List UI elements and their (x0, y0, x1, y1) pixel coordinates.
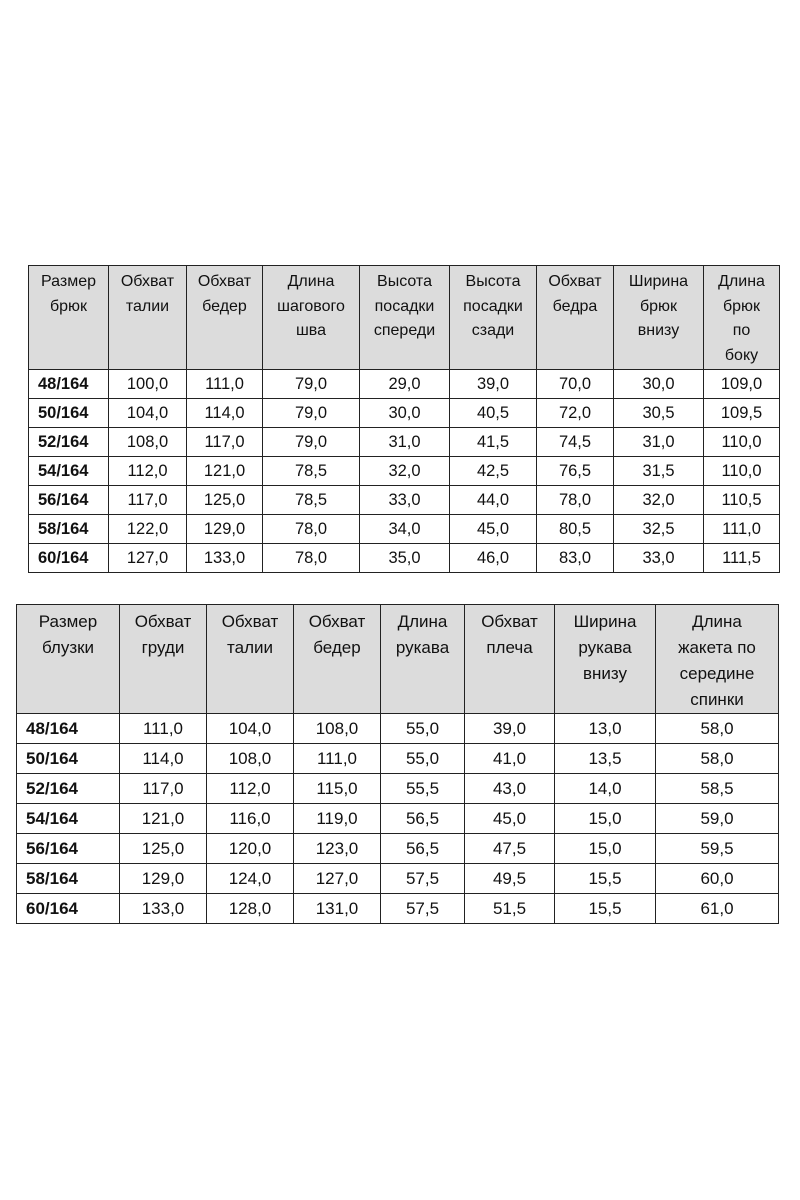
value-cell: 114,0 (120, 744, 207, 774)
value-cell: 78,0 (263, 515, 360, 544)
value-cell: 120,0 (207, 834, 294, 864)
table-row (29, 370, 780, 399)
value-cell: 133,0 (120, 894, 207, 924)
value-cell: 45,0 (465, 804, 555, 834)
value-cell: 133,0 (187, 544, 263, 573)
trousers-table-header (29, 266, 780, 370)
blouse-column-header: Обхват плеча (465, 605, 555, 714)
value-cell: 78,0 (537, 486, 614, 515)
trousers-column-header: Высота посадки спереди (360, 266, 450, 370)
blouse-table-body (17, 714, 779, 924)
value-cell: 121,0 (120, 804, 207, 834)
value-cell: 117,0 (109, 486, 187, 515)
value-cell: 123,0 (294, 834, 381, 864)
trousers-column-header: Высота посадки сзади (450, 266, 537, 370)
value-cell: 58,0 (656, 744, 779, 774)
table-row (29, 457, 780, 486)
value-cell: 112,0 (207, 774, 294, 804)
table-row (17, 744, 779, 774)
blouse-column-header: Обхват талии (207, 605, 294, 714)
value-cell: 124,0 (207, 864, 294, 894)
value-cell: 39,0 (450, 370, 537, 399)
value-cell: 83,0 (537, 544, 614, 573)
value-cell: 74,5 (537, 428, 614, 457)
value-cell: 78,0 (263, 544, 360, 573)
size-cell: 52/164 (29, 428, 109, 457)
size-cell: 54/164 (29, 457, 109, 486)
value-cell: 47,5 (465, 834, 555, 864)
size-cell: 48/164 (17, 714, 120, 744)
trousers-column-header: Длина брюк по боку (704, 266, 780, 370)
value-cell: 15,0 (555, 804, 656, 834)
value-cell: 34,0 (360, 515, 450, 544)
value-cell: 51,5 (465, 894, 555, 924)
table-row (17, 834, 779, 864)
value-cell: 104,0 (207, 714, 294, 744)
table-row (17, 774, 779, 804)
value-cell: 42,5 (450, 457, 537, 486)
blouse-column-header: Размер блузки (17, 605, 120, 714)
value-cell: 128,0 (207, 894, 294, 924)
trousers-column-header: Обхват бедра (537, 266, 614, 370)
value-cell: 14,0 (555, 774, 656, 804)
value-cell: 111,0 (120, 714, 207, 744)
value-cell: 41,5 (450, 428, 537, 457)
value-cell: 59,5 (656, 834, 779, 864)
value-cell: 110,5 (704, 486, 780, 515)
table-row (29, 486, 780, 515)
value-cell: 109,0 (704, 370, 780, 399)
value-cell: 129,0 (120, 864, 207, 894)
table-row (17, 864, 779, 894)
value-cell: 55,5 (381, 774, 465, 804)
trousers-column-header: Размер брюк (29, 266, 109, 370)
value-cell: 55,0 (381, 714, 465, 744)
trousers-table-body (29, 370, 780, 573)
table-row (29, 399, 780, 428)
value-cell: 117,0 (187, 428, 263, 457)
value-cell: 57,5 (381, 864, 465, 894)
size-cell: 56/164 (29, 486, 109, 515)
value-cell: 57,5 (381, 894, 465, 924)
table-row (17, 804, 779, 834)
trousers-column-header: Ширина брюк внизу (614, 266, 704, 370)
value-cell: 111,0 (187, 370, 263, 399)
value-cell: 76,5 (537, 457, 614, 486)
value-cell: 61,0 (656, 894, 779, 924)
value-cell: 108,0 (294, 714, 381, 744)
trousers-column-header: Обхват бедер (187, 266, 263, 370)
size-cell: 52/164 (17, 774, 120, 804)
value-cell: 13,0 (555, 714, 656, 744)
value-cell: 59,0 (656, 804, 779, 834)
size-cell: 54/164 (17, 804, 120, 834)
value-cell: 31,5 (614, 457, 704, 486)
value-cell: 119,0 (294, 804, 381, 834)
value-cell: 129,0 (187, 515, 263, 544)
value-cell: 32,0 (360, 457, 450, 486)
value-cell: 127,0 (294, 864, 381, 894)
value-cell: 115,0 (294, 774, 381, 804)
value-cell: 56,5 (381, 834, 465, 864)
value-cell: 60,0 (656, 864, 779, 894)
value-cell: 40,5 (450, 399, 537, 428)
value-cell: 31,0 (614, 428, 704, 457)
blouse-column-header: Обхват груди (120, 605, 207, 714)
size-cell: 50/164 (17, 744, 120, 774)
blouse-column-header: Длина рукава (381, 605, 465, 714)
value-cell: 29,0 (360, 370, 450, 399)
value-cell: 49,5 (465, 864, 555, 894)
size-cell: 60/164 (17, 894, 120, 924)
value-cell: 110,0 (704, 428, 780, 457)
value-cell: 78,5 (263, 457, 360, 486)
table-row (17, 894, 779, 924)
size-cell: 60/164 (29, 544, 109, 573)
blouse-column-header: Обхват бедер (294, 605, 381, 714)
value-cell: 58,5 (656, 774, 779, 804)
value-cell: 15,0 (555, 834, 656, 864)
value-cell: 79,0 (263, 428, 360, 457)
value-cell: 35,0 (360, 544, 450, 573)
size-cell: 58/164 (29, 515, 109, 544)
value-cell: 30,5 (614, 399, 704, 428)
value-cell: 43,0 (465, 774, 555, 804)
value-cell: 80,5 (537, 515, 614, 544)
value-cell: 125,0 (120, 834, 207, 864)
value-cell: 78,5 (263, 486, 360, 515)
size-cell: 58/164 (17, 864, 120, 894)
value-cell: 58,0 (656, 714, 779, 744)
trousers-size-table (28, 265, 780, 573)
value-cell: 109,5 (704, 399, 780, 428)
size-cell: 50/164 (29, 399, 109, 428)
blouse-column-header: Ширина рукава внизу (555, 605, 656, 714)
value-cell: 112,0 (109, 457, 187, 486)
value-cell: 32,5 (614, 515, 704, 544)
value-cell: 56,5 (381, 804, 465, 834)
size-cell: 48/164 (29, 370, 109, 399)
value-cell: 104,0 (109, 399, 187, 428)
value-cell: 117,0 (120, 774, 207, 804)
value-cell: 39,0 (465, 714, 555, 744)
trousers-header-row (29, 266, 780, 370)
value-cell: 46,0 (450, 544, 537, 573)
value-cell: 13,5 (555, 744, 656, 774)
table-row (29, 515, 780, 544)
value-cell: 33,0 (360, 486, 450, 515)
value-cell: 79,0 (263, 370, 360, 399)
value-cell: 108,0 (207, 744, 294, 774)
value-cell: 55,0 (381, 744, 465, 774)
blouse-table-header (17, 605, 779, 714)
value-cell: 44,0 (450, 486, 537, 515)
value-cell: 72,0 (537, 399, 614, 428)
value-cell: 111,5 (704, 544, 780, 573)
value-cell: 70,0 (537, 370, 614, 399)
blouse-column-header: Длина жакета по середине спинки (656, 605, 779, 714)
value-cell: 125,0 (187, 486, 263, 515)
value-cell: 45,0 (450, 515, 537, 544)
value-cell: 15,5 (555, 894, 656, 924)
trousers-column-header: Обхват талии (109, 266, 187, 370)
value-cell: 111,0 (704, 515, 780, 544)
blouse-header-row (17, 605, 779, 714)
value-cell: 30,0 (614, 370, 704, 399)
value-cell: 127,0 (109, 544, 187, 573)
value-cell: 121,0 (187, 457, 263, 486)
table-row (29, 544, 780, 573)
blouse-size-table (16, 604, 779, 924)
table-row (17, 714, 779, 744)
value-cell: 79,0 (263, 399, 360, 428)
value-cell: 100,0 (109, 370, 187, 399)
value-cell: 131,0 (294, 894, 381, 924)
value-cell: 15,5 (555, 864, 656, 894)
value-cell: 108,0 (109, 428, 187, 457)
value-cell: 116,0 (207, 804, 294, 834)
size-cell: 56/164 (17, 834, 120, 864)
value-cell: 30,0 (360, 399, 450, 428)
value-cell: 33,0 (614, 544, 704, 573)
value-cell: 122,0 (109, 515, 187, 544)
value-cell: 32,0 (614, 486, 704, 515)
table-row (29, 428, 780, 457)
value-cell: 31,0 (360, 428, 450, 457)
value-cell: 114,0 (187, 399, 263, 428)
value-cell: 111,0 (294, 744, 381, 774)
value-cell: 41,0 (465, 744, 555, 774)
trousers-column-header: Длина шагового шва (263, 266, 360, 370)
value-cell: 110,0 (704, 457, 780, 486)
